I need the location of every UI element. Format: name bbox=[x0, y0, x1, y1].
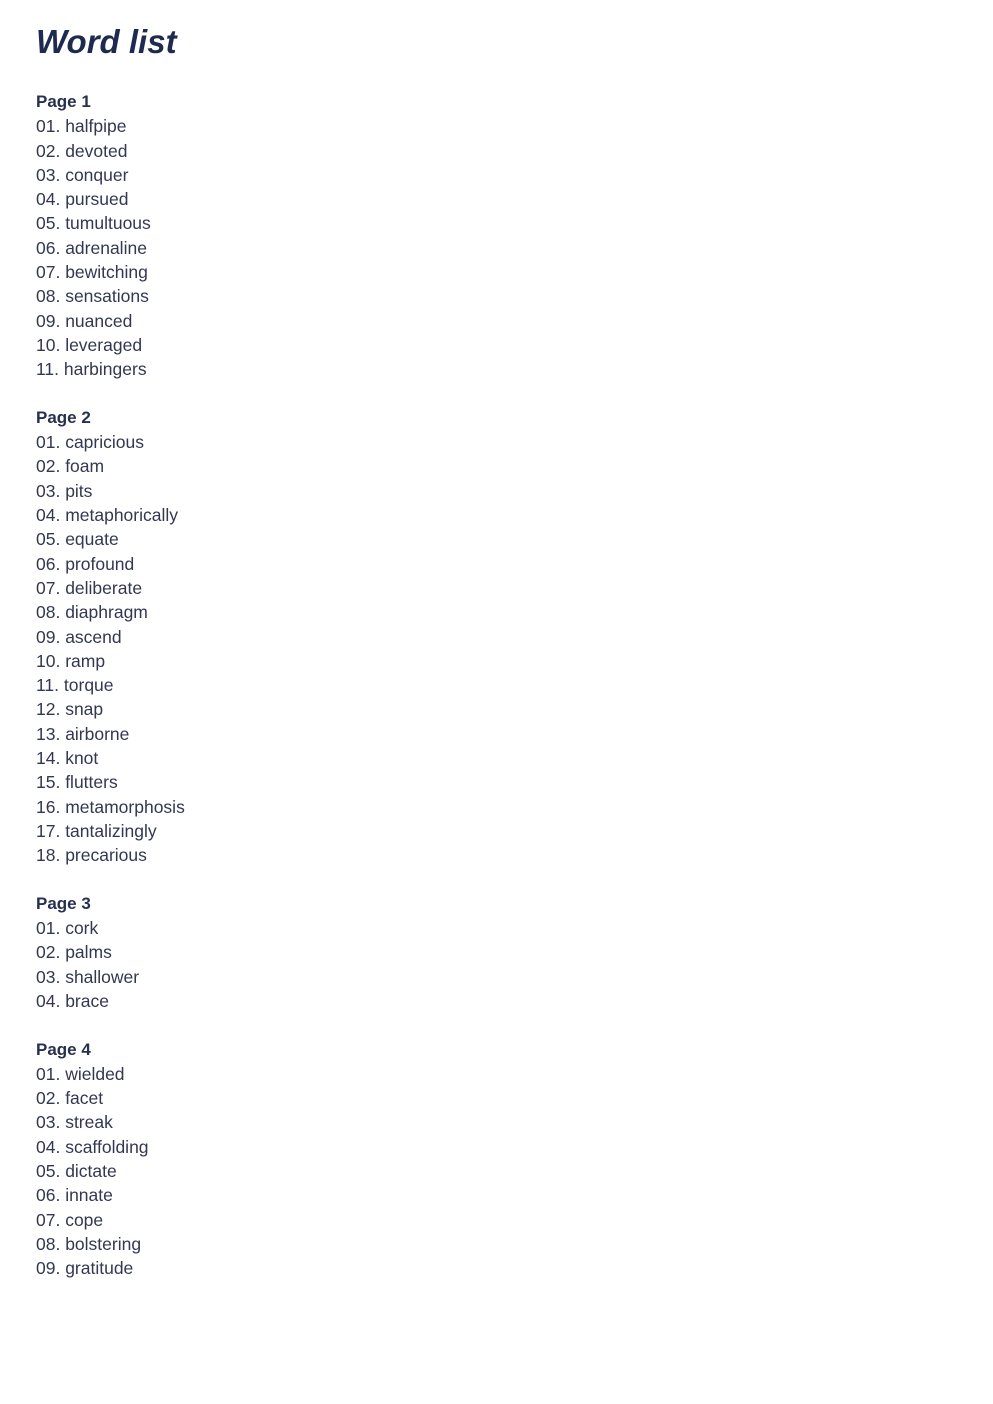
list-item: 09. gratitude bbox=[36, 1258, 134, 1279]
list-item: 01. halfpipe bbox=[36, 116, 127, 137]
list-item: 10. ramp bbox=[36, 650, 106, 671]
word-list bbox=[36, 916, 956, 1013]
word-section bbox=[36, 892, 956, 1013]
word-list bbox=[36, 1062, 956, 1281]
list-item: 16. metamorphosis bbox=[36, 796, 185, 817]
section-heading: Page 3 bbox=[36, 893, 91, 913]
list-item: 11. harbingers bbox=[36, 359, 147, 380]
list-item: 08. sensations bbox=[36, 286, 149, 307]
word-list-sections bbox=[36, 90, 956, 1281]
list-item: 09. ascend bbox=[36, 626, 122, 647]
list-item: 13. airborne bbox=[36, 723, 130, 744]
list-item: 06. adrenaline bbox=[36, 237, 147, 258]
list-item: 03. shallower bbox=[36, 966, 140, 987]
list-item: 04. metaphorically bbox=[36, 505, 179, 526]
word-list bbox=[36, 114, 956, 381]
list-item: 04. brace bbox=[36, 990, 109, 1011]
list-item: 08. diaphragm bbox=[36, 602, 148, 623]
page-title: Word list bbox=[36, 23, 177, 60]
list-item: 02. devoted bbox=[36, 140, 128, 161]
list-item: 09. nuanced bbox=[36, 310, 133, 331]
list-item: 18. precarious bbox=[36, 845, 147, 866]
word-section bbox=[36, 1038, 956, 1281]
list-item: 01. wielded bbox=[36, 1063, 125, 1084]
list-item: 10. leveraged bbox=[36, 334, 143, 355]
list-item: 15. flutters bbox=[36, 772, 118, 793]
list-item: 01. capricious bbox=[36, 432, 144, 453]
section-heading: Page 1 bbox=[36, 92, 91, 111]
list-item: 07. bewitching bbox=[36, 262, 148, 283]
list-item: 11. torque bbox=[36, 675, 114, 696]
list-item: 05. dictate bbox=[36, 1161, 117, 1182]
list-item: 02. palms bbox=[36, 942, 112, 963]
list-item: 05. tumultuous bbox=[36, 213, 151, 234]
list-item: 02. facet bbox=[36, 1088, 104, 1109]
list-item: 12. snap bbox=[36, 699, 104, 720]
list-item: 07. deliberate bbox=[36, 577, 143, 598]
list-item: 07. cope bbox=[36, 1209, 104, 1230]
section-heading: Page 4 bbox=[36, 1039, 91, 1059]
list-item: 17. tantalizingly bbox=[36, 820, 157, 841]
list-item: 08. bolstering bbox=[36, 1233, 142, 1254]
list-item: 02. foam bbox=[36, 456, 105, 477]
word-list bbox=[36, 430, 956, 867]
list-item: 04. pursued bbox=[36, 189, 129, 210]
list-item: 03. conquer bbox=[36, 164, 129, 185]
list-item: 01. cork bbox=[36, 918, 99, 939]
list-item: 14. knot bbox=[36, 748, 99, 769]
list-item: 06. innate bbox=[36, 1185, 113, 1206]
list-item: 04. scaffolding bbox=[36, 1136, 149, 1157]
word-section bbox=[36, 406, 956, 868]
list-item: 06. profound bbox=[36, 553, 135, 574]
list-item: 03. streak bbox=[36, 1112, 113, 1133]
section-heading: Page 2 bbox=[36, 407, 91, 427]
list-item: 03. pits bbox=[36, 480, 93, 501]
word-list-document bbox=[36, 22, 956, 1305]
word-section bbox=[36, 90, 956, 382]
list-item: 05. equate bbox=[36, 529, 119, 550]
